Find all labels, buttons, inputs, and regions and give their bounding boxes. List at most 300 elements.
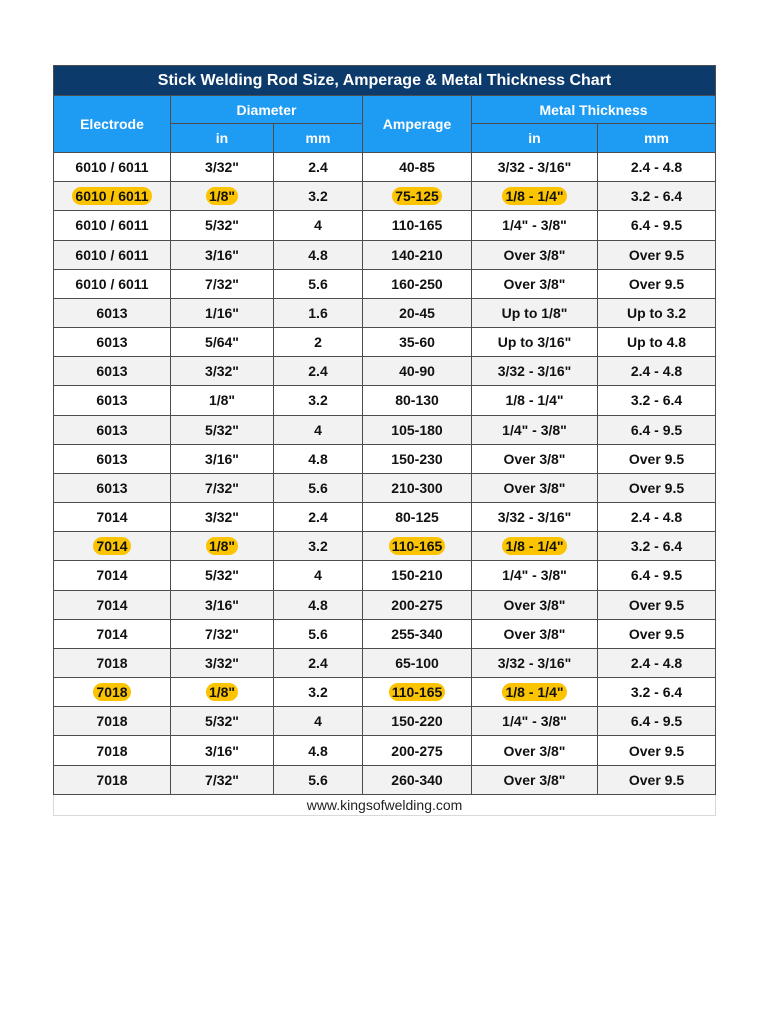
electrode-cell [54,648,171,677]
table-row [54,590,716,619]
diameter-mm-cell [274,473,363,502]
amperage-value: 150-230 [391,450,443,467]
amperage-cell [363,153,472,182]
table-row [54,619,716,648]
diameter-in-value: 5/32" [205,217,239,234]
thickness-in-value: 1/4" - 3/8" [502,421,567,438]
footer-website: www.kingsofwelding.com [54,794,716,815]
diameter-in-cell [171,648,274,677]
electrode-value: 6010 / 6011 [75,275,149,292]
thickness-mm-cell [598,415,716,444]
amperage-value: 105-180 [391,421,443,438]
diameter-in-cell [171,211,274,240]
diameter-in-value: 3/32" [205,509,239,526]
amperage-value: 110-165 [389,537,446,555]
amperage-value: 150-210 [391,567,443,584]
amperage-cell [363,473,472,502]
thickness-mm-cell [598,182,716,211]
amperage-value: 80-125 [395,509,439,526]
diameter-mm-value: 5.6 [308,771,328,788]
amperage-value: 260-340 [391,771,443,788]
electrode-cell [54,269,171,298]
thickness-mm-value: 6.4 - 9.5 [630,421,683,438]
table-row [54,532,716,561]
diameter-mm-value: 4.8 [308,450,328,467]
electrode-cell [54,386,171,415]
amperage-cell [363,269,472,298]
diameter-mm-value: 5.6 [308,275,328,292]
thickness-mm-value: Over 9.5 [628,246,685,263]
diameter-mm-cell [274,736,363,765]
diameter-in-cell [171,503,274,532]
electrode-cell [54,211,171,240]
electrode-value: 6010 / 6011 [75,246,149,263]
thickness-in-cell [472,678,598,707]
diameter-in-value: 5/32" [205,713,239,730]
diameter-mm-value: 4.8 [308,742,328,759]
amperage-value: 200-275 [391,742,443,759]
diameter-mm-value: 3.2 [308,392,328,409]
amperage-cell [363,590,472,619]
thickness-in-cell [472,415,598,444]
diameter-in-value: 7/32" [205,479,239,496]
diameter-in-cell [171,240,274,269]
diameter-in-value: 3/16" [205,596,239,613]
amperage-cell [363,678,472,707]
thickness-mm-value: 3.2 - 6.4 [630,538,683,555]
thickness-in-cell [472,736,598,765]
electrode-value: 7014 [96,596,128,613]
amperage-value: 20-45 [399,304,435,321]
thickness-in-value: 1/8 - 1/4" [502,537,566,555]
amperage-value: 110-165 [391,217,443,234]
amperage-value: 140-210 [391,246,443,263]
thickness-mm-value: Over 9.5 [628,625,685,642]
electrode-value: 7014 [96,567,128,584]
table-row [54,473,716,502]
amperage-cell [363,503,472,532]
electrode-cell [54,153,171,182]
electrode-cell [54,736,171,765]
diameter-mm-cell [274,386,363,415]
thickness-mm-value: Over 9.5 [628,596,685,613]
table-row [54,736,716,765]
electrode-value: 6010 / 6011 [72,187,151,205]
header-diameter: Diameter [171,96,363,124]
thickness-in-cell [472,269,598,298]
diameter-mm-cell [274,240,363,269]
diameter-mm-value: 3.2 [308,538,328,555]
diameter-in-cell [171,678,274,707]
electrode-value: 6013 [96,363,128,380]
diameter-in-value: 7/32" [205,771,239,788]
electrode-value: 6013 [96,392,128,409]
table-row [54,153,716,182]
diameter-mm-cell [274,415,363,444]
thickness-in-value: Up to 3/16" [497,334,572,351]
thickness-mm-value: 2.4 - 4.8 [630,159,683,176]
diameter-mm-value: 5.6 [308,479,328,496]
thickness-mm-cell [598,473,716,502]
diameter-mm-cell [274,765,363,794]
diameter-mm-cell [274,532,363,561]
thickness-mm-cell [598,707,716,736]
thickness-mm-value: Up to 3.2 [626,304,687,321]
thickness-mm-cell [598,678,716,707]
amperage-cell [363,648,472,677]
amperage-value: 80-130 [395,392,439,409]
electrode-cell [54,532,171,561]
amperage-value: 255-340 [391,625,443,642]
diameter-mm-value: 4.8 [308,246,328,263]
amperage-value: 35-60 [399,334,435,351]
electrode-value: 7014 [96,625,128,642]
diameter-in-value: 3/32" [205,363,239,380]
thickness-mm-value: Up to 4.8 [626,334,687,351]
thickness-in-value: Up to 1/8" [501,304,568,321]
thickness-in-value: Over 3/8" [503,742,566,759]
thickness-mm-cell [598,532,716,561]
electrode-cell [54,357,171,386]
thickness-mm-cell [598,444,716,473]
diameter-mm-cell [274,328,363,357]
electrode-cell [54,678,171,707]
amperage-cell [363,328,472,357]
electrode-value: 7018 [93,683,130,701]
electrode-cell [54,328,171,357]
thickness-mm-cell [598,590,716,619]
table-row [54,386,716,415]
diameter-in-value: 3/32" [205,159,239,176]
diameter-mm-value: 2.4 [308,159,328,176]
diameter-mm-cell [274,211,363,240]
thickness-in-cell [472,298,598,327]
diameter-in-value: 3/16" [205,246,239,263]
diameter-mm-value: 4 [314,567,322,584]
table-row [54,269,716,298]
amperage-cell [363,707,472,736]
thickness-in-value: Over 3/8" [503,771,566,788]
electrode-value: 7018 [96,655,128,671]
amperage-cell [363,182,472,211]
thickness-in-value: Over 3/8" [503,450,566,467]
diameter-mm-value: 2.4 [308,509,328,526]
diameter-in-value: 1/8" [208,392,236,409]
electrode-cell [54,444,171,473]
thickness-in-cell [472,153,598,182]
amperage-value: 200-275 [391,596,443,613]
diameter-in-value: 1/8" [206,537,238,555]
thickness-in-cell [472,328,598,357]
thickness-mm-value: Over 9.5 [628,771,685,788]
electrode-cell [54,415,171,444]
thickness-mm-cell [598,328,716,357]
electrode-cell [54,473,171,502]
amperage-value: 160-250 [391,275,443,292]
thickness-in-cell [472,182,598,211]
diameter-mm-cell [274,153,363,182]
amperage-value: 75-125 [392,187,442,205]
header-thickness-in: in [472,124,598,153]
thickness-mm-cell [598,503,716,532]
thickness-in-cell [472,590,598,619]
table-row [54,357,716,386]
electrode-value: 7018 [96,771,128,788]
diameter-in-cell [171,415,274,444]
electrode-value: 7014 [93,537,130,555]
thickness-mm-cell [598,561,716,590]
diameter-in-cell [171,473,274,502]
amperage-cell [363,386,472,415]
diameter-mm-cell [274,619,363,648]
table-row [54,707,716,736]
amperage-cell [363,357,472,386]
electrode-cell [54,561,171,590]
diameter-mm-value: 1.6 [308,304,328,321]
amperage-cell [363,444,472,473]
amperage-cell [363,561,472,590]
amperage-cell [363,532,472,561]
amperage-cell [363,415,472,444]
table-body [54,153,716,795]
thickness-mm-cell [598,386,716,415]
thickness-in-value: 1/4" - 3/8" [502,713,567,730]
electrode-cell [54,765,171,794]
amperage-cell [363,240,472,269]
thickness-in-value: 1/8 - 1/4" [505,392,564,409]
diameter-mm-value: 4 [314,421,322,438]
table-row [54,415,716,444]
diameter-in-value: 3/16" [205,450,239,467]
header-thickness-mm: mm [598,124,716,153]
diameter-mm-value: 3.2 [308,188,328,205]
electrode-cell [54,590,171,619]
diameter-in-cell [171,269,274,298]
diameter-in-value: 3/32" [205,655,239,671]
diameter-mm-cell [274,298,363,327]
thickness-mm-cell [598,269,716,298]
diameter-mm-value: 3.2 [308,684,328,701]
diameter-mm-value: 2 [314,334,322,351]
thickness-in-value: 3/32 - 3/16" [497,655,572,671]
header-diameter-mm: mm [274,124,363,153]
electrode-value: 6013 [96,334,128,351]
electrode-cell [54,619,171,648]
thickness-in-value: Over 3/8" [503,596,566,613]
diameter-in-cell [171,736,274,765]
diameter-in-value: 3/16" [205,742,239,759]
table-row [54,444,716,473]
diameter-in-value: 7/32" [205,625,239,642]
electrode-cell [54,182,171,211]
diameter-in-cell [171,707,274,736]
table-row [54,765,716,794]
thickness-mm-cell [598,357,716,386]
diameter-in-cell [171,619,274,648]
thickness-mm-value: Over 9.5 [628,450,685,467]
thickness-in-value: Over 3/8" [503,246,566,263]
thickness-in-cell [472,619,598,648]
electrode-cell [54,240,171,269]
amperage-cell [363,211,472,240]
thickness-mm-value: 3.2 - 6.4 [630,188,683,205]
amperage-value: 40-90 [399,363,435,380]
diameter-in-cell [171,532,274,561]
table-row [54,561,716,590]
chart-title: Stick Welding Rod Size, Amperage & Metal Thickness Chart [54,66,716,96]
electrode-value: 7018 [96,742,128,759]
amperage-cell [363,298,472,327]
thickness-mm-value: Over 9.5 [628,742,685,759]
diameter-mm-cell [274,182,363,211]
amperage-cell [363,619,472,648]
welding-chart-table [53,65,716,816]
table-footer [54,794,716,815]
amperage-value: 150-220 [391,713,443,730]
thickness-in-value: 3/32 - 3/16" [497,159,572,176]
amperage-cell [363,736,472,765]
header-electrode: Electrode [54,96,171,153]
diameter-in-value: 1/8" [206,683,238,701]
thickness-in-cell [472,765,598,794]
electrode-value: 6010 / 6011 [75,217,149,234]
thickness-mm-cell [598,298,716,327]
thickness-in-value: Over 3/8" [503,479,566,496]
thickness-mm-cell [598,211,716,240]
diameter-in-cell [171,386,274,415]
table-row [54,240,716,269]
thickness-in-value: 1/4" - 3/8" [502,217,567,234]
thickness-mm-cell [598,648,716,677]
thickness-mm-value: 6.4 - 9.5 [630,713,683,730]
diameter-mm-value: 2.4 [308,655,328,671]
table-header [54,66,716,153]
thickness-in-cell [472,532,598,561]
electrode-cell [54,503,171,532]
amperage-cell [363,765,472,794]
diameter-in-cell [171,561,274,590]
thickness-mm-value: 2.4 - 4.8 [630,363,683,380]
diameter-mm-cell [274,444,363,473]
diameter-mm-value: 5.6 [308,625,328,642]
thickness-mm-value: 6.4 - 9.5 [630,567,683,584]
header-metal-thickness: Metal Thickness [472,96,716,124]
amperage-value: 110-165 [389,683,446,701]
table-row [54,298,716,327]
diameter-mm-cell [274,707,363,736]
diameter-in-value: 1/8" [206,187,238,205]
table-row [54,211,716,240]
amperage-value: 40-85 [399,159,435,176]
table-row [54,328,716,357]
thickness-in-value: 3/32 - 3/16" [497,509,572,526]
diameter-in-value: 7/32" [205,275,239,292]
diameter-in-value: 1/16" [205,304,239,321]
thickness-in-cell [472,561,598,590]
electrode-cell [54,707,171,736]
header-amperage: Amperage [363,96,472,153]
diameter-in-value: 5/32" [205,421,239,438]
table-row [54,503,716,532]
diameter-in-cell [171,153,274,182]
diameter-mm-value: 4.8 [308,596,328,613]
diameter-in-cell [171,298,274,327]
header-diameter-in: in [171,124,274,153]
diameter-in-cell [171,357,274,386]
thickness-in-value: 1/8 - 1/4" [502,683,566,701]
thickness-in-value: Over 3/8" [503,275,566,292]
thickness-mm-value: 2.4 - 4.8 [630,655,683,671]
diameter-mm-cell [274,357,363,386]
diameter-mm-cell [274,648,363,677]
thickness-in-cell [472,707,598,736]
thickness-in-cell [472,473,598,502]
electrode-cell [54,298,171,327]
diameter-mm-cell [274,503,363,532]
thickness-in-value: 3/32 - 3/16" [497,363,572,380]
amperage-value: 65-100 [395,655,439,671]
thickness-mm-value: 3.2 - 6.4 [630,684,683,701]
diameter-in-value: 5/32" [205,567,239,584]
thickness-mm-value: Over 9.5 [628,479,685,496]
thickness-mm-cell [598,736,716,765]
table-row [54,648,716,677]
thickness-mm-value: 2.4 - 4.8 [630,509,683,526]
electrode-value: 7014 [96,509,128,526]
thickness-mm-value: 6.4 - 9.5 [630,217,683,234]
electrode-value: 6010 / 6011 [75,159,149,176]
electrode-value: 6013 [96,421,128,438]
thickness-in-value: 1/4" - 3/8" [502,567,567,584]
diameter-mm-cell [274,269,363,298]
thickness-in-cell [472,648,598,677]
table-row [54,182,716,211]
thickness-in-cell [472,357,598,386]
diameter-in-cell [171,182,274,211]
diameter-in-cell [171,765,274,794]
electrode-value: 6013 [96,450,128,467]
thickness-mm-value: Over 9.5 [628,275,685,292]
thickness-in-value: 1/8 - 1/4" [502,187,566,205]
thickness-in-value: Over 3/8" [503,625,566,642]
thickness-mm-cell [598,619,716,648]
footer-row [54,794,716,815]
header-row-primary [54,96,716,124]
thickness-in-cell [472,211,598,240]
thickness-mm-value: 3.2 - 6.4 [630,392,683,409]
diameter-mm-cell [274,678,363,707]
diameter-in-value: 5/64" [205,334,239,351]
electrode-value: 6013 [96,479,128,496]
diameter-mm-value: 4 [314,713,322,730]
table-row [54,678,716,707]
diameter-mm-cell [274,561,363,590]
diameter-mm-cell [274,590,363,619]
diameter-mm-value: 4 [314,217,322,234]
thickness-mm-cell [598,240,716,269]
diameter-in-cell [171,328,274,357]
electrode-value: 7018 [96,713,128,730]
title-row [54,66,716,96]
diameter-in-cell [171,590,274,619]
electrode-value: 6013 [96,304,128,321]
diameter-in-cell [171,444,274,473]
thickness-in-cell [472,444,598,473]
thickness-in-cell [472,386,598,415]
diameter-mm-value: 2.4 [308,363,328,380]
thickness-mm-cell [598,765,716,794]
thickness-in-cell [472,503,598,532]
